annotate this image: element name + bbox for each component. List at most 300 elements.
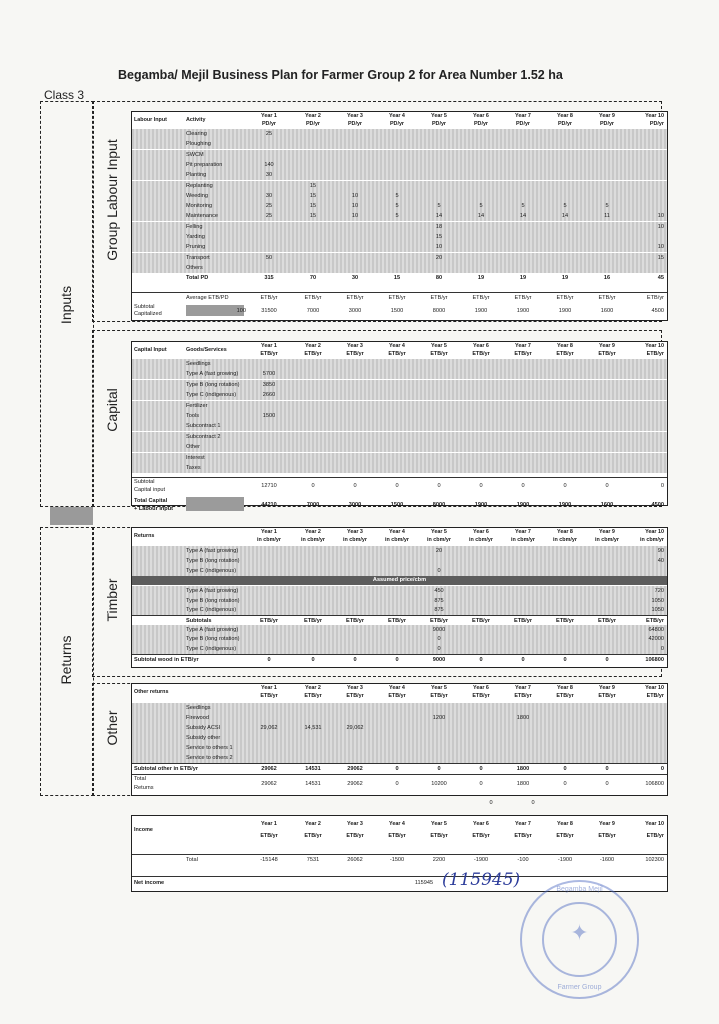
table-cell: ETB/yr: [345, 617, 365, 624]
table-cell: 0: [605, 483, 609, 490]
table-row: [132, 453, 667, 463]
table-cell: Year 9 PD/yr: [599, 113, 615, 127]
timber-label: Timber: [104, 578, 120, 622]
table-cell: 29062: [261, 766, 277, 772]
table-cell: 14531: [305, 766, 321, 772]
table-cell: Year 10 in cbm/yr: [640, 529, 664, 543]
table-cell: 7000: [306, 307, 320, 314]
table-cell: 10: [351, 203, 359, 210]
net-income-value: 115945: [414, 880, 434, 886]
table-cell: 20: [435, 254, 443, 261]
table-cell: ETB/yr: [429, 617, 449, 624]
table-row: [132, 390, 667, 400]
table-cell: Year 7 PD/yr: [515, 113, 531, 127]
table-cell: 3000: [348, 307, 362, 314]
table-cell: Year 1 ETB/yr: [260, 821, 278, 839]
table-cell: 450: [434, 588, 444, 594]
table-cell: 0: [479, 766, 483, 772]
table-cell: 0: [605, 781, 609, 787]
table-cell: 1050: [651, 597, 664, 604]
table-cell: 30: [265, 192, 273, 199]
table-cell: 3000: [348, 502, 362, 509]
table-cell: 25: [265, 203, 273, 210]
table-row: [132, 432, 667, 442]
table-row: [132, 222, 667, 232]
table-row: [132, 150, 667, 160]
table-cell: Year 6 PD/yr: [473, 113, 489, 127]
table-cell: 106800: [645, 781, 664, 787]
table-cell: 12710: [261, 483, 277, 490]
timber-table: [131, 527, 668, 668]
table-cell: Year 10 ETB/yr: [645, 821, 664, 839]
table-cell: 0: [479, 781, 483, 787]
table-cell: 15: [309, 203, 317, 210]
table-row: [132, 263, 667, 273]
table-cell: 1900: [516, 307, 530, 314]
table-row: [132, 605, 667, 615]
table-row: [132, 566, 667, 576]
table-cell: Type B (long rotation): [186, 597, 240, 604]
table-cell: Income: [134, 827, 153, 833]
table-cell: Year 5 PD/yr: [431, 113, 447, 127]
table-cell: Labour Input: [134, 117, 167, 123]
table-row: [132, 586, 667, 596]
table-row: [132, 625, 667, 635]
table-cell: ETB/yr: [646, 294, 664, 301]
table-cell: 15: [309, 213, 317, 220]
table-cell: Type C (indigenous): [186, 607, 237, 613]
table-cell: 0: [353, 657, 357, 663]
table-cell: Year 5 in cbm/yr: [427, 529, 451, 543]
table-cell: Subcontract 2: [186, 433, 221, 440]
table-cell: Year 9 ETB/yr: [598, 821, 616, 839]
table-cell: 1600: [600, 502, 614, 509]
table-row: [132, 359, 667, 369]
section-divider: [50, 507, 93, 525]
table-cell: 10: [435, 244, 443, 251]
table-cell: 10: [657, 244, 664, 251]
table-cell: 8000: [432, 307, 446, 314]
table-cell: 45: [657, 275, 664, 282]
table-cell: 29062: [347, 781, 363, 787]
class-label: Class 3: [44, 88, 85, 102]
table-cell: ETB/yr: [471, 617, 491, 624]
table-cell: 0: [437, 568, 441, 574]
page-title: Begamba/ Mejil Business Plan for Farmer Group 2 for Area Number 1.52 ha: [118, 68, 563, 82]
table-cell: 0: [437, 766, 441, 772]
table-cell: Other: [186, 444, 200, 451]
table-cell: Year 2 PD/yr: [305, 113, 321, 127]
table-cell: 64800: [648, 626, 664, 633]
table-cell: 0: [660, 766, 664, 772]
table-cell: Year 8 ETB/yr: [556, 821, 574, 839]
table-cell: Type B (long rotation): [186, 636, 240, 642]
table-cell: Total PD: [186, 275, 209, 282]
table-cell: Year 2 ETB/yr: [304, 685, 322, 699]
table-row: [132, 596, 667, 606]
table-cell: Returns: [134, 533, 155, 539]
table-cell: Year 6 in cbm/yr: [469, 529, 493, 543]
table-cell: -1600: [599, 857, 615, 863]
table-cell: 16: [603, 275, 611, 282]
table-cell: 875: [434, 597, 444, 604]
table-cell: 0: [489, 800, 493, 806]
table-cell: 0: [605, 766, 609, 772]
table-cell: ETB/yr: [304, 294, 322, 301]
table-row: [132, 129, 667, 139]
table-cell: Service to others 1: [186, 745, 233, 751]
table-row: [132, 713, 667, 723]
table-cell: 10: [351, 192, 359, 199]
table-cell: Planting: [186, 172, 207, 179]
table-cell: Year 3 in cbm/yr: [343, 529, 367, 543]
table-cell: Subsidy other: [186, 735, 221, 741]
table-cell: 50: [265, 254, 273, 261]
table-cell: Transport: [186, 254, 210, 261]
table-cell: 0: [531, 800, 535, 806]
table-cell: Year 3 ETB/yr: [346, 685, 364, 699]
net-income-label: Net income: [134, 880, 165, 886]
table-cell: Year 8 ETB/yr: [556, 685, 574, 699]
table-cell: Replanting: [186, 182, 213, 189]
table-row: [132, 743, 667, 753]
table-cell: Type C (indigenous): [186, 645, 237, 652]
table-cell: 31500: [261, 307, 277, 314]
table-cell: ETB/yr: [597, 617, 617, 624]
table-cell: ETB/yr: [514, 294, 532, 301]
table-cell: 10: [657, 213, 664, 220]
table-row: [132, 463, 667, 473]
table-row: [132, 421, 667, 431]
table-cell: Type A (fast growing): [186, 371, 239, 378]
table-cell: 5: [521, 203, 525, 210]
table-row: [132, 546, 667, 556]
table-cell: Year 8 ETB/yr: [556, 343, 574, 357]
table-cell: Total: [186, 857, 198, 863]
table-cell: 720: [654, 588, 664, 594]
table-row: [132, 556, 667, 566]
table-cell: Year 10 PD/yr: [645, 113, 664, 127]
table-cell: 0: [437, 483, 441, 490]
table-cell: ETB/yr: [259, 617, 279, 624]
table-cell: 25: [265, 213, 273, 220]
returns-label: Returns: [58, 635, 74, 685]
table-cell: 19: [561, 275, 569, 282]
table-cell: Type C (indigenous): [186, 568, 237, 574]
table-cell: Type B (long rotation): [186, 558, 240, 564]
table-cell: 0: [395, 781, 399, 787]
table-cell: Subtotal wood in ETB/yr: [134, 657, 199, 663]
table-cell: Year 10 ETB/yr: [645, 343, 664, 357]
table-cell: 14,531: [304, 725, 322, 731]
table-cell: -1900: [557, 857, 573, 863]
table-cell: 29062: [261, 781, 277, 787]
table-cell: 0: [563, 483, 567, 490]
table-cell: 29062: [347, 766, 363, 772]
group-labour-label: Group Labour Input: [104, 139, 120, 261]
table-row: [132, 170, 667, 180]
table-cell: 106800: [645, 657, 664, 663]
table-cell: Others: [186, 264, 203, 271]
table-cell: 10: [351, 213, 359, 220]
table-row: [132, 733, 667, 743]
table-cell: 0: [479, 483, 483, 490]
table-cell: 5: [563, 203, 567, 210]
table-cell: 15: [435, 234, 443, 240]
income-total-row: [132, 854, 667, 865]
table-cell: 1900: [558, 307, 572, 314]
table-row: [132, 181, 667, 191]
table-cell: ETB/yr: [513, 617, 533, 624]
table-cell: 0: [437, 636, 441, 642]
table-cell: 1800: [516, 715, 530, 721]
table-cell: Maintenance: [186, 213, 219, 220]
table-header: [132, 112, 667, 128]
table-row: [132, 191, 667, 201]
table-cell: 5: [479, 203, 483, 210]
avg-etb-value: 100: [236, 307, 246, 314]
table-cell: 5: [437, 203, 441, 210]
subtotal-row: [132, 477, 667, 494]
table-cell: Subtotal other in ETB/yr: [134, 766, 199, 772]
table-cell: ETB/yr: [645, 617, 664, 624]
table-row: [132, 211, 667, 221]
table-cell: 19: [519, 275, 527, 282]
table-cell: Clearing: [186, 131, 207, 137]
table-cell: Taxes: [186, 465, 201, 471]
table-row: [132, 160, 667, 170]
table-cell: 0: [311, 483, 315, 490]
table-cell: -1900: [473, 857, 489, 863]
table-cell: Fertilizer: [186, 402, 208, 409]
table-cell: 0: [395, 657, 399, 663]
table-cell: Weeding: [186, 192, 208, 199]
table-cell: Year 1 ETB/yr: [260, 685, 278, 699]
table-header: [132, 818, 667, 842]
table-cell: 0: [395, 483, 399, 490]
table-cell: Ploughing: [186, 141, 211, 148]
table-cell: Pruning: [186, 244, 206, 251]
table-cell: 0: [437, 645, 441, 652]
table-cell: Type A (fast growing): [186, 626, 239, 633]
assumed-price-row: [132, 576, 667, 585]
table-cell: Subtotal Capitalized: [134, 303, 162, 317]
table-cell: 0: [353, 483, 357, 490]
table-row: [132, 380, 667, 390]
table-cell: 1900: [474, 502, 488, 509]
table-cell: 0: [267, 657, 271, 663]
table-cell: Service to others 2: [186, 755, 233, 761]
table-cell: Type B (long rotation): [186, 381, 240, 388]
table-cell: Capital Input: [134, 347, 167, 353]
table-cell: Year 1 in cbm/yr: [257, 529, 281, 543]
table-cell: 11: [604, 213, 610, 220]
table-cell: Year 1 PD/yr: [261, 113, 277, 127]
table-cell: Total Capital + Labour Input: [134, 498, 173, 513]
table-cell: Year 1 ETB/yr: [260, 343, 278, 357]
other-label: Other: [104, 710, 120, 746]
table-cell: 0: [521, 483, 525, 490]
table-subheader: [132, 292, 667, 303]
table-cell: 1500: [262, 413, 276, 419]
table-cell: 1050: [651, 607, 664, 613]
table-cell: 1200: [432, 715, 446, 721]
table-row: [132, 411, 667, 421]
table-cell: 1500: [390, 502, 404, 509]
table-cell: Pit preparation: [186, 161, 223, 168]
table-cell: 1600: [600, 307, 614, 314]
table-row: [132, 753, 667, 763]
table-cell: Monitoring: [186, 203, 213, 210]
table-cell: -100: [517, 857, 529, 863]
table-cell: 9000: [432, 626, 446, 633]
table-cell: 1900: [516, 502, 530, 509]
table-row: [132, 139, 667, 149]
table-cell: 5: [395, 192, 399, 199]
table-cell: Year 7 in cbm/yr: [511, 529, 535, 543]
table-cell: 0: [521, 657, 525, 663]
table-cell: 0: [311, 657, 315, 663]
table-cell: 14531: [305, 781, 321, 787]
table-cell: 80: [435, 275, 443, 282]
table-cell: 30: [351, 275, 359, 282]
table-header: [132, 528, 667, 544]
table-cell: 26062: [347, 857, 363, 863]
table-cell: Year 3 PD/yr: [347, 113, 363, 127]
table-row: [132, 273, 667, 283]
table-row: [132, 401, 667, 411]
capital-table: [131, 341, 668, 513]
table-cell: 4500: [651, 307, 664, 314]
table-cell: 4500: [651, 502, 664, 509]
table-cell: Average ETB/PD: [186, 294, 229, 301]
table-cell: Year 2 in cbm/yr: [301, 529, 325, 543]
table-cell: Year 4 in cbm/yr: [385, 529, 409, 543]
table-cell: ETB/yr: [260, 294, 278, 301]
table-cell: 7000: [306, 502, 320, 509]
table-cell: ETB/yr: [472, 294, 490, 301]
table-cell: 5700: [262, 371, 276, 378]
table-cell: 15: [309, 192, 317, 199]
table-cell: ETB/yr: [598, 294, 616, 301]
table-cell: -15148: [260, 857, 278, 863]
table-cell: 9000: [432, 657, 446, 663]
table-cell: 90: [657, 548, 664, 554]
assumed-price-label: Assumed price/cbm: [372, 577, 427, 583]
table-cell: Year 4 ETB/yr: [388, 685, 406, 699]
table-cell: 29,062: [260, 725, 278, 731]
table-cell: 15: [309, 182, 317, 189]
table-row: [132, 201, 667, 211]
table-cell: Year 10 ETB/yr: [645, 685, 664, 699]
capital-label: Capital: [104, 388, 120, 432]
table-cell: Subsidy ACSI: [186, 725, 221, 731]
table-cell: ETB/yr: [387, 617, 407, 624]
table-cell: 15: [657, 254, 664, 261]
table-cell: 10200: [431, 781, 447, 787]
table-cell: 0: [563, 766, 567, 772]
table-cell: 25: [265, 131, 273, 137]
table-cell: Year 7 ETB/yr: [514, 685, 532, 699]
table-cell: Other returns: [134, 689, 169, 695]
table-cell: ETB/yr: [555, 617, 575, 624]
table-cell: Year 8 PD/yr: [557, 113, 573, 127]
table-row: [132, 723, 667, 733]
other-table: [131, 683, 668, 806]
table-cell: Year 9 in cbm/yr: [595, 529, 619, 543]
table-cell: ETB/yr: [556, 294, 574, 301]
table-cell: 0: [660, 645, 664, 652]
table-header: [132, 342, 667, 358]
table-row: [132, 242, 667, 252]
table-cell: 14: [477, 213, 485, 220]
table-cell: 0: [605, 657, 609, 663]
table-cell: ETB/yr: [346, 294, 364, 301]
table-cell: 20: [435, 548, 443, 554]
table-cell: 140: [264, 161, 274, 168]
table-cell: Interest: [186, 454, 205, 461]
table-cell: 14: [519, 213, 527, 220]
table-cell: Total Returns: [134, 776, 154, 791]
subtotal-row: [132, 304, 667, 318]
table-cell: Subtotal Capital input: [134, 479, 166, 494]
table-cell: 18: [435, 223, 443, 230]
table-row: [132, 703, 667, 713]
table-cell: 0: [395, 766, 399, 772]
table-cell: 40: [657, 558, 664, 564]
table-row: [132, 253, 667, 263]
table-cell: 2660: [262, 392, 276, 399]
handwritten-net-income: (115945): [442, 870, 521, 890]
subtotal-row: [132, 654, 667, 665]
table-cell: 1500: [390, 307, 404, 314]
table-cell: Year 6 ETB/yr: [472, 821, 490, 839]
table-cell: ETB/yr: [430, 294, 448, 301]
table-cell: Year 3 ETB/yr: [346, 821, 364, 839]
table-cell: Yarding: [186, 234, 205, 240]
inputs-label: Inputs: [58, 285, 74, 325]
table-cell: Firewood: [186, 715, 210, 721]
table-cell: 1800: [516, 766, 530, 772]
table-cell: 30: [265, 172, 273, 179]
table-row: [132, 442, 667, 452]
table-cell: Year 9 ETB/yr: [598, 685, 616, 699]
table-cell: Year 6 ETB/yr: [472, 685, 490, 699]
table-cell: 42000: [648, 636, 664, 642]
table-cell: 3850: [262, 381, 276, 388]
table-cell: 70: [309, 275, 317, 282]
table-cell: 10: [657, 223, 664, 230]
table-cell: ETB/yr: [303, 617, 323, 624]
table-cell: Felling: [186, 223, 203, 230]
table-header: [132, 684, 667, 700]
table-cell: Seedlings: [186, 361, 211, 367]
table-cell: 0: [563, 657, 567, 663]
table-cell: Year 4 ETB/yr: [388, 343, 406, 357]
table-row: [132, 232, 667, 242]
labour-table: [131, 111, 668, 321]
table-cell: SWCM: [186, 151, 204, 158]
total-row: [132, 774, 667, 793]
table-cell: Subcontract 1: [186, 423, 221, 430]
table-cell: Tools: [186, 413, 200, 419]
table-cell: 19: [477, 275, 485, 282]
table-cell: Subtotals: [186, 617, 212, 624]
table-cell: 5: [395, 203, 399, 210]
table-cell: 1900: [474, 307, 488, 314]
table-cell: Year 7 ETB/yr: [514, 821, 532, 839]
below-values: [132, 798, 667, 808]
